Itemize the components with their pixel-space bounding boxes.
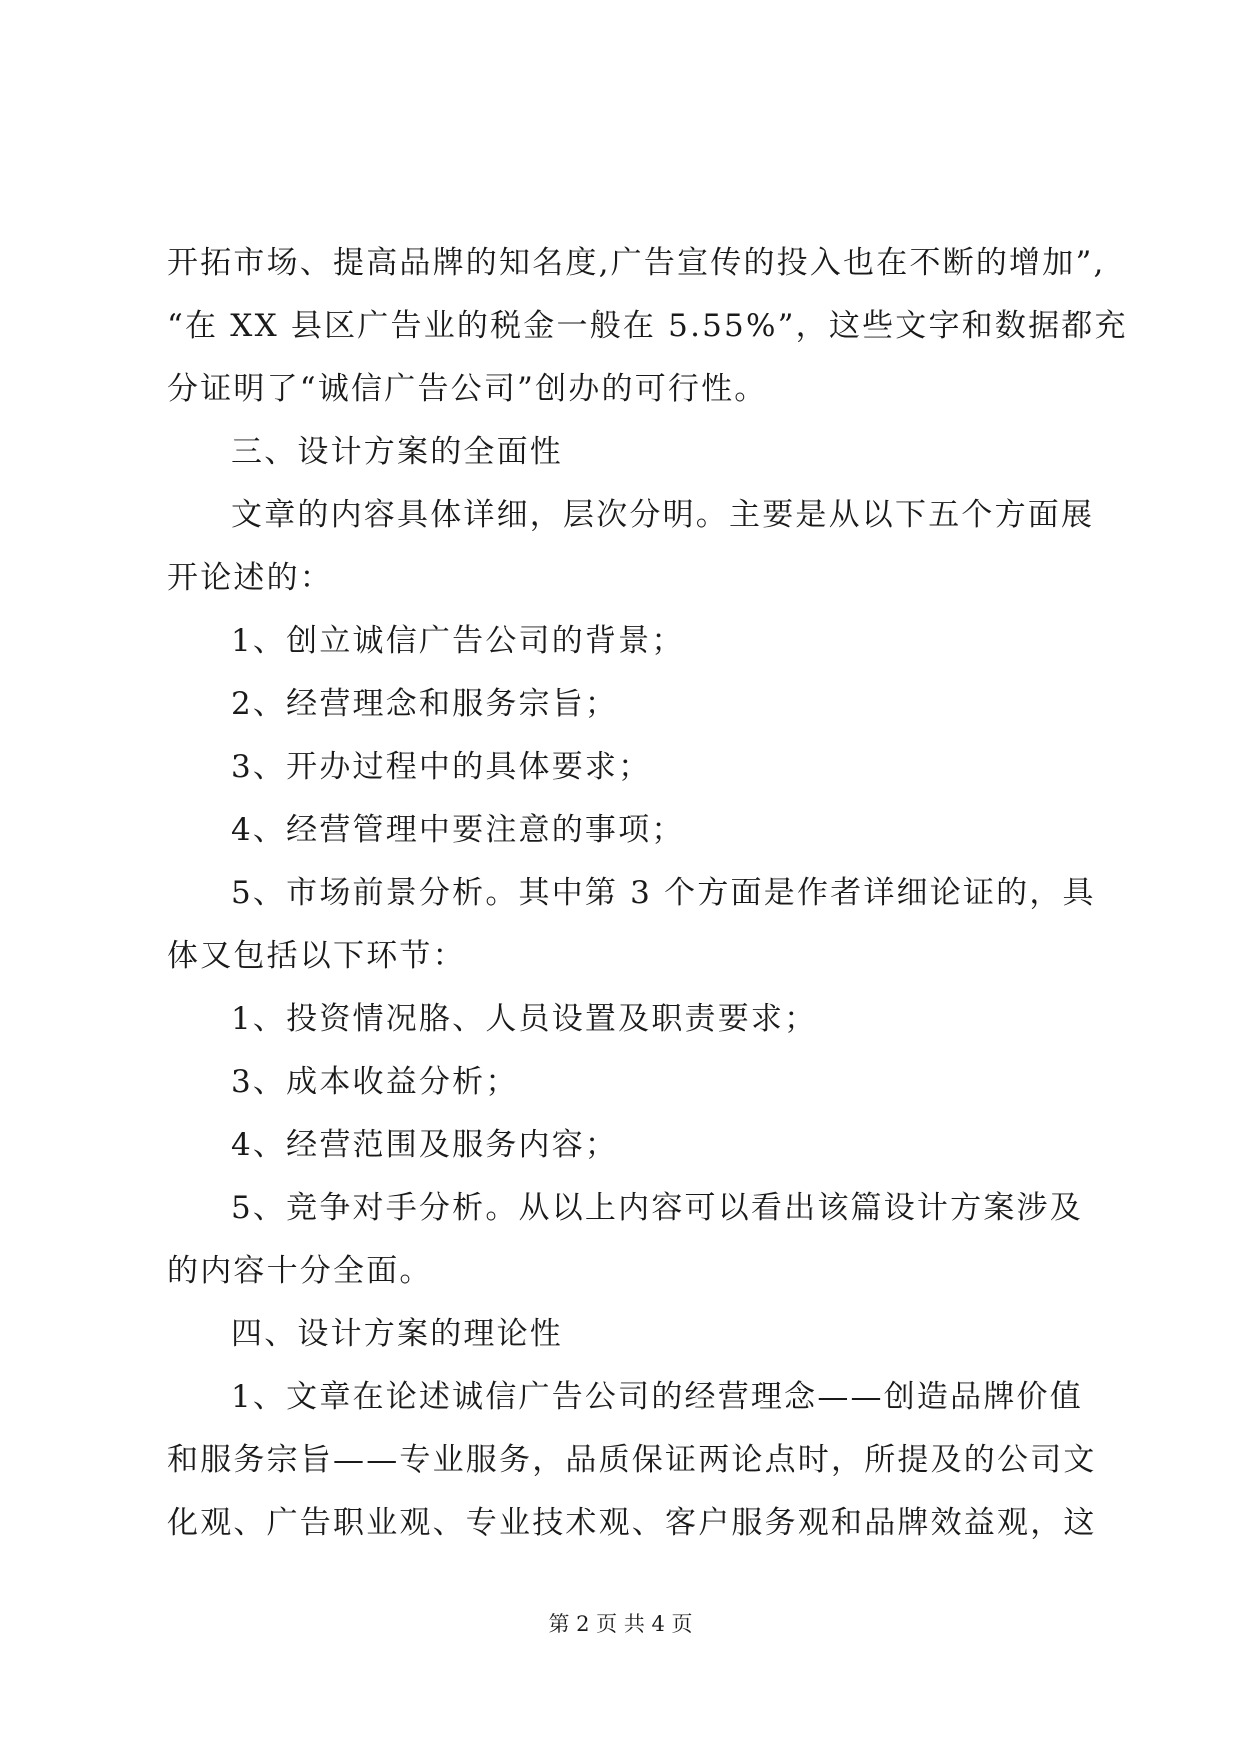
text-line: 1、投资情况胳、人员设置及职责要求； xyxy=(231,1001,818,1037)
text-line: 开拓市场、提高品牌的知名度,广告宣传的投入也在不断的增加”, xyxy=(167,245,1106,281)
text-line: 4、经营范围及服务内容； xyxy=(231,1127,619,1163)
text-line: 的内容十分全面。 xyxy=(167,1253,433,1289)
text-line: 5、竞争对手分析。从以上内容可以看出该篇设计方案涉及 xyxy=(231,1190,1083,1226)
text-line: 开论述的： xyxy=(167,560,333,596)
document-body xyxy=(167,232,1128,1555)
text-line: 化观、广告职业观、专业技术观、客户服务观和品牌效益观，这 xyxy=(167,1505,1097,1541)
text-line: “在 XX 县区广告业的税金一般在 5.55%”，这些文字和数据都充 xyxy=(167,308,1128,344)
text-line: 5、市场前景分析。其中第 3 个方面是作者详细论证的，具 xyxy=(231,875,1096,911)
text-line: 分证明了“诚信广告公司”创办的可行性。 xyxy=(167,371,768,407)
text-line: 4、经营管理中要注意的事项； xyxy=(231,812,685,848)
text-line: 和服务宗旨——专业服务，品质保证两论点时，所提及的公司文 xyxy=(167,1442,1097,1478)
text-line: 3、开办过程中的具体要求； xyxy=(231,749,652,785)
text-line: 文章的内容具体详细，层次分明。主要是从以下五个方面展 xyxy=(231,497,1095,533)
text-line: 体又包括以下环节： xyxy=(167,938,466,974)
text-line: 3、成本收益分析； xyxy=(231,1064,519,1100)
page-footer: 第 2 页 共 4 页 xyxy=(548,1612,693,1636)
text-line: 1、创立诚信广告公司的背景； xyxy=(231,623,685,659)
text-line: 1、文章在论述诚信广告公司的经营理念——创造品牌价值 xyxy=(231,1379,1083,1415)
text-line: 四、设计方案的理论性 xyxy=(231,1316,563,1352)
text-line: 2、经营理念和服务宗旨； xyxy=(231,686,619,722)
text-line: 三、设计方案的全面性 xyxy=(231,434,563,470)
